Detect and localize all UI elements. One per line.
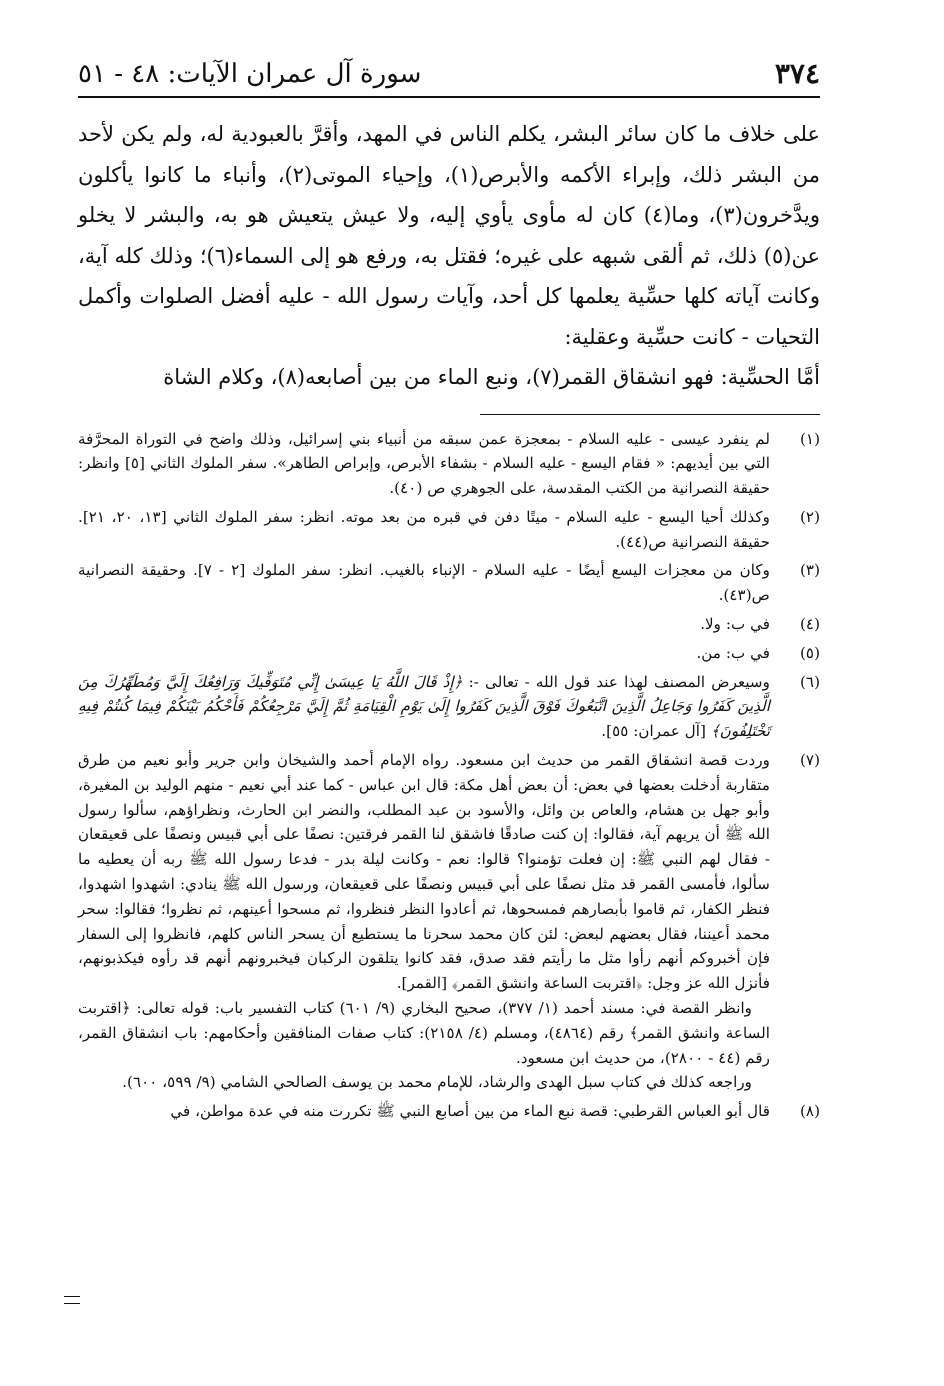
footnotes bbox=[78, 427, 820, 1125]
footnote bbox=[78, 505, 820, 555]
footnote-text: لم ينفرد عيسى - عليه السلام - بمعجزة عمن سبقه من أنبياء بني إسرائيل، وذلك واضح في التوراة المحرَّفة التي بين أيديهم: « فقام اليسع - عليه السلام - بشفاء الأبرص، وإبراص الطاهر». سفر الملوك الثاني [٥] وانظر: حقيقة النصرانية من الكتب المقدسة، على الجوهري ص (٤٠). bbox=[78, 429, 770, 498]
footnote-number: (٦) bbox=[799, 672, 820, 691]
footnote-number: (٥) bbox=[799, 643, 820, 662]
footnote-number: (٣) bbox=[799, 561, 820, 580]
footnote-text bbox=[78, 670, 770, 744]
footnote-separator bbox=[480, 414, 820, 415]
footnote bbox=[78, 427, 820, 501]
footnote-text: وكذلك أحيا اليسع - عليه السلام - ميتًا دفن في قبره من بعد موته. انظر: سفر الملوك الثاني [١٣، ٢٠، ٢١]. حقيقة النصرانية ص(٤٤). bbox=[78, 507, 770, 551]
footnote-intro: وسيعرض المصنف لهذا عند قول الله - تعالى -: bbox=[462, 672, 770, 691]
verse-reference: [آل عمران: ٥٥]. bbox=[601, 722, 711, 741]
quran-verse: ﴿إِذْ قَالَ اللَّهُ يَا عِيسَىٰ إِنِّي مُتَوَفِّيكَ وَرَافِعُكَ إِلَيَّ وَمُطَهِّرُكَ مِنَ الَّذِينَ كَفَرُوا وَجَاعِلُ الَّذِينَ اتَّبَعُوكَ فَوْقَ الَّذِينَ كَفَرُوا إِلَىٰ يَوْمِ الْقِيَامَةِ ثُمَّ إِلَيَّ مَرْجِعُكُمْ فَأَحْكُمُ بَيْنَكُمْ فِيمَا كُنتُمْ فِيهِ تَخْتَلِفُونَ﴾ bbox=[78, 672, 770, 741]
continuation-mark bbox=[64, 1296, 80, 1304]
footnote bbox=[78, 670, 820, 744]
main-text bbox=[78, 114, 820, 398]
running-title: سورة آل عمران الآيات: ٤٨ - ٥١ bbox=[78, 59, 422, 89]
footnote bbox=[78, 1099, 820, 1124]
footnote-text: وكان من معجزات اليسع أيضًا - عليه السلام - الإنباء بالغيب. انظر: سفر الملوك [٢ - ٧]. وحقيقة النصرانية ص(٤٣). bbox=[78, 561, 770, 605]
footnote-text: وانظر القصة في: مسند أحمد (١/ ٣٧٧)، صحيح البخاري (٩/ ٦٠١) كتاب التفسير باب: قوله تعالى: ﴿اقتربت الساعة وانشق القمر﴾ رقم (٤٨٦٤)، ومسلم (٤/ ٢١٥٨): كتاب صفات المنافقين وأحكامهم: باب انشقاق القمر، رقم (٤٤ - ٢٨٠٠)، من حديث ابن مسعود. bbox=[78, 999, 771, 1067]
footnote-number: (٢) bbox=[799, 507, 820, 526]
body-paragraph: أمَّا الحسِّية: فهو انشقاق القمر(٧)، ونبع الماء من بين أصابعه(٨)، وكلام الشاة bbox=[163, 365, 820, 389]
footnote bbox=[78, 612, 820, 637]
page-header bbox=[78, 56, 820, 98]
footnote-text: في ب: ولا. bbox=[700, 615, 770, 634]
body-paragraph: على خلاف ما كان سائر البشر، يكلم الناس في المهد، وأقرَّ بالعبودية له، ولم يكن لأحد من البشر ذلك، وإبراء الأكمه والأبرص(١)، وإحياء الموتى(٢)، وأنباء ما كانوا يأكلون ويدَّخرون(٣)، وما(٤) كان له مأوى يأوي إليه، ولا عيش يتعيش هو به، والبشر لا يخلو عن(٥) ذلك، ثم ألقى شبهه على غيره؛ فقتل به، ورفع هو إلى السماء(٦)؛ وذلك كله آية، وكانت آياته كلها حسِّية يعلمها كل أحد، وآيات رسول الله - عليه أفضل الصلوات وأكمل التحيات - كانت حسِّية وعقلية: bbox=[78, 122, 820, 349]
page bbox=[78, 56, 820, 1128]
footnote-number: (٤) bbox=[799, 615, 820, 634]
footnote bbox=[78, 558, 820, 608]
footnote-number: (١) bbox=[799, 429, 820, 448]
footnote bbox=[78, 748, 820, 1095]
footnote-text: وراجعه كذلك في كتاب سبل الهدى والرشاد، للإمام محمد بن يوسف الصالحي الشامي (٩/ ٥٩٩، ٦٠٠). bbox=[122, 1073, 752, 1092]
footnote bbox=[78, 641, 820, 666]
footnote-text: قال أبو العباس القرطبي: قصة نبع الماء من بين أصابع النبي ﷺ تكررت منه في عدة مواطن، في bbox=[170, 1102, 770, 1121]
footnote-text: في ب: من. bbox=[696, 643, 770, 662]
footnote-number: (٧) bbox=[799, 751, 820, 770]
footnote-number: (٨) bbox=[799, 1102, 820, 1121]
page-number: ٣٧٤ bbox=[774, 57, 820, 90]
footnote-text: وردت قصة انشقاق القمر من حديث ابن مسعود. رواه الإمام أحمد والشيخان وابن جرير وأبو نعيم من طرق متقاربة أدخلت بعضها في بعض: أن بعض أهل مكة: قال ابن عباس - كما عند أبي نعيم - منهم الوليد بن المغيرة، وأبو جهل بن هشام، والعاص بن وائل، والأسود بن عبد المطلب، والنضر ابن الحارث، ونظراؤهم، سألوا رسول الله ﷺ أن يريهم آية، فقالوا: إن كنت صادقًا فاشقق لنا القمر فرقتين: نصفًا على أبي قبيس ونصفًا على قعيقعان - فقال لهم النبي ﷺ: إن فعلت تؤمنوا؟ قالوا: نعم - وكانت ليلة بدر - فدعا رسول الله ﷺ ربه أن يعطيه ما سألوا، فأمسى القمر قد مثل نصفًا على أبي قبيس ونصفًا على قعيقعان، ورسول الله ﷺ ينادي: اشهدوا اشهدوا، فنظر الكفار، ثم قاموا بأبصارهم فمسحوها، ثم أعادوا النظر فنظروا، ثم مسحوا أعينهم، ثم نظروا؛ فقالوا: سحر محمد أعيننا، فقال بعضهم لبعض: لئن كان محمد سحرنا ما يستطيع أن يسحر الناس كلهم، فانظروا إلى السفار فإن أخبروكم أنهم رأوا مثل ما رأيتم فقد صدق، فقد كانوا يتلقون الركبان فيخبرونهم أنهم قد رأوه فيكذبونهم، فأنزل الله عز وجل: ﴿اقتربت الساعة وانشق القمر﴾ [القمر]. bbox=[78, 751, 770, 993]
